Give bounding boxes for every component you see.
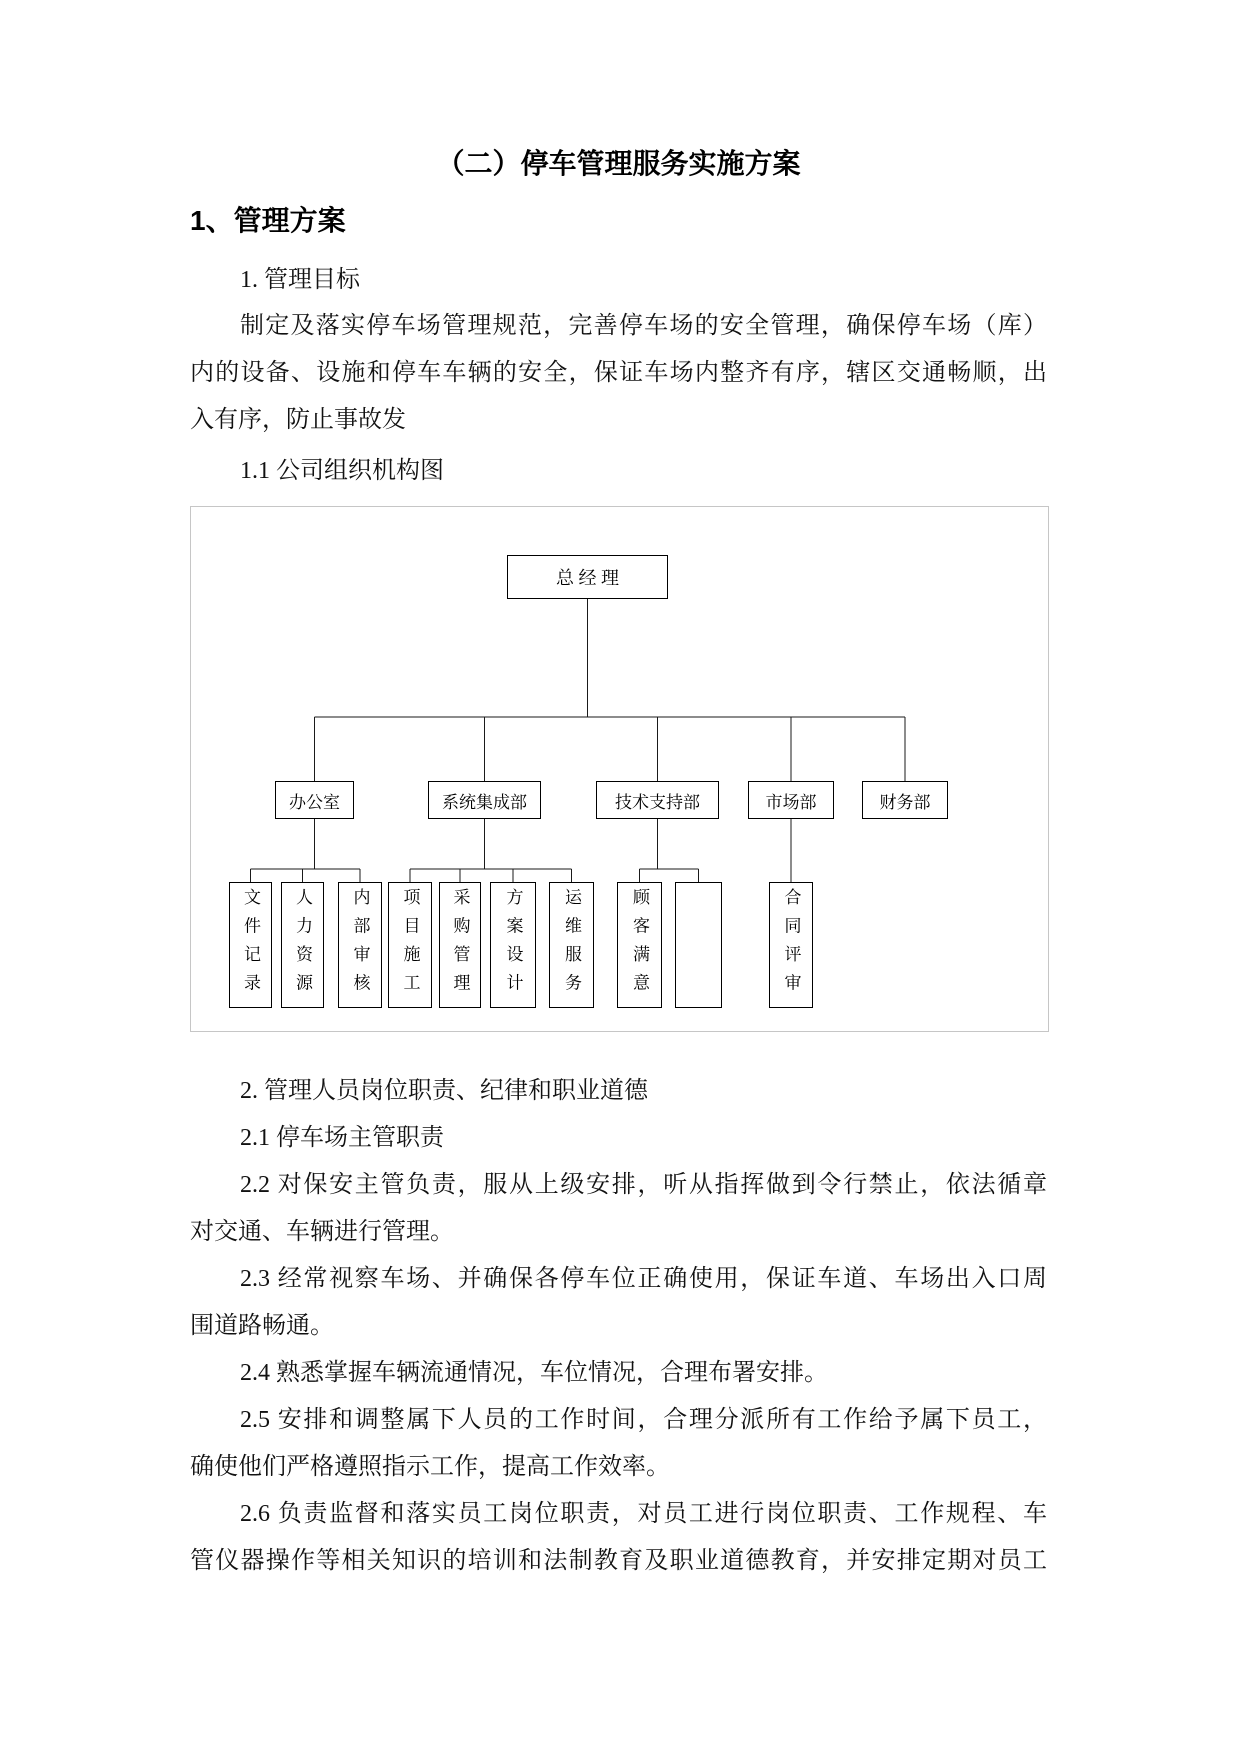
- section-heading: 1、管理方案: [190, 205, 346, 236]
- dept-box-office: 办公室: [275, 781, 354, 819]
- item-2-5-line: 确使他们严格遵照指示工作，提高工作效率。: [190, 1454, 670, 1480]
- sub-box-procurement-management: 采购管理: [439, 882, 481, 1008]
- goal-paragraph-line: 入有序，防止事故发: [190, 407, 406, 433]
- document-title: （二）停车管理服务实施方案: [436, 148, 801, 179]
- goal-heading: 1. 管理目标: [240, 267, 360, 293]
- goal-paragraph-line: 制定及落实停车场管理规范，完善停车场的安全管理，确保停车场（库）: [240, 313, 1047, 339]
- item-2-4-line: 2.4 熟悉掌握车辆流通情况，车位情况，合理布署安排。: [240, 1360, 828, 1386]
- org-root-box-general-manager: 总 经 理: [507, 555, 668, 599]
- item-2-6-line: 管仪器操作等相关知识的培训和法制教育及职业道德教育，并安排定期对员工: [190, 1548, 1047, 1574]
- sub-box-customer-satisfaction: [675, 882, 722, 1008]
- sub-box-technical-support: 运维服务: [549, 882, 594, 1008]
- item-2-2-line: 对交通、车辆进行管理。: [190, 1219, 454, 1245]
- sub-box-solution-design: 方案设计: [490, 882, 536, 1008]
- dept-box-finance: 财务部: [862, 781, 948, 819]
- item-2-3-line: 2.3 经常视察车场、并确保各停车位正确使用，保证车道、车场出入口周: [240, 1266, 1047, 1292]
- item-2-5-line: 2.5 安排和调整属下人员的工作时间，合理分派所有工作给予属下员工，: [240, 1407, 1047, 1433]
- dept-box-system-integration: 系统集成部: [428, 781, 541, 819]
- sub-box-project-construction: 项目施工: [388, 882, 432, 1008]
- sub-box-internal-audit: 内部审核: [338, 882, 382, 1008]
- org-chart-heading: 1.1 公司组织机构图: [240, 458, 444, 484]
- dept-box-marketing: 市场部: [748, 781, 834, 819]
- goal-paragraph-line: 内的设备、设施和停车车辆的安全，保证车场内整齐有序，辖区交通畅顺，出: [190, 360, 1047, 386]
- supervisor-heading: 2.1 停车场主管职责: [240, 1125, 444, 1151]
- org-chart: [190, 506, 1049, 1032]
- dept-box-tech-support: 技术支持部: [596, 781, 719, 819]
- item-2-2-line: 2.2 对保安主管负责，服从上级安排，听从指挥做到令行禁止，依法循章: [240, 1172, 1047, 1198]
- sub-box-operation-maintenance: 顾客满意: [617, 882, 662, 1008]
- duties-heading: 2. 管理人员岗位职责、纪律和职业道德: [240, 1078, 648, 1104]
- item-2-6-line: 2.6 负责监督和落实员工岗位职责，对员工进行岗位职责、工作规程、车: [240, 1501, 1047, 1527]
- sub-box-human-resources: 人力资源: [281, 882, 324, 1008]
- sub-box-contract-review: 合同评审: [769, 882, 813, 1008]
- sub-box-document-records: 文件记录: [229, 882, 272, 1008]
- item-2-3-line: 围道路畅通。: [190, 1313, 334, 1339]
